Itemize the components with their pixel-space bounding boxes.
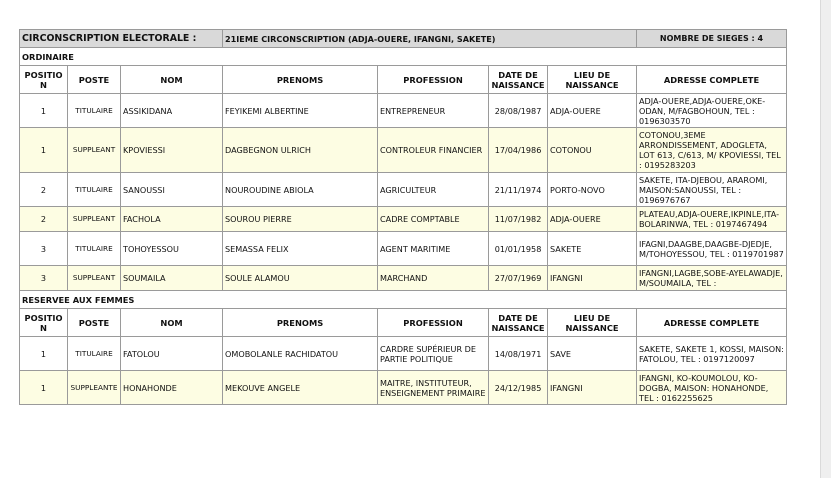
cell-poste: TITULAIRE [68,94,121,128]
section-header [20,48,787,66]
cell-lieu: IFANGNI [548,371,637,405]
cell-lieu: SAKETE [548,232,637,266]
cell-profession: CARDRE SUPÉRIEUR DE PARTIE POLITIQUE [378,337,489,371]
cell-adresse: SAKETE, ITA-DJEBOU, ARAROMI, MAISON:SANOUSSI, TEL : 0196976767 [637,173,787,207]
cell-adresse: IFANGNI,LAGBE,SOBE-AYELAWADJE, M/SOUMAILA, TEL : [637,266,787,291]
col-header: DATE DE NAISSANCE [489,309,548,337]
cell-poste: TITULAIRE [68,173,121,207]
title-bar [20,30,787,48]
cell-adresse: COTONOU,3EME ARRONDISSEMENT, ADOGLETA, LOT 613, C/613, M/ KPOVIESSI, TEL : 0195283203 [637,128,787,173]
cell-date: 27/07/1969 [489,266,548,291]
seats-count: NOMBRE DE SIEGES : 4 [637,30,787,48]
cell-position: 3 [20,232,68,266]
cell-poste: SUPPLEANTE [68,371,121,405]
col-header: NOM [121,66,223,94]
cell-nom: SANOUSSI [121,173,223,207]
col-header: PROFESSION [378,309,489,337]
circonscription-label: CIRCONSCRIPTION ELECTORALE : [20,30,223,48]
col-header: POSITION [20,309,68,337]
column-header-row [20,66,787,94]
cell-date: 24/12/1985 [489,371,548,405]
table-row [20,207,787,232]
table-row [20,371,787,405]
cell-profession: MAITRE, INSTITUTEUR, ENSEIGNEMENT PRIMAIRE [378,371,489,405]
col-header: PRENOMS [223,309,378,337]
col-header: ADRESSE COMPLETE [637,309,787,337]
cell-adresse: IFANGNI, KO-KOUMOLOU, KO-DOGBA, MAISON: HONAHONDE, TEL : 0162255625 [637,371,787,405]
cell-lieu: ADJA-OUERE [548,207,637,232]
cell-prenoms: SOULE ALAMOU [223,266,378,291]
col-header: PROFESSION [378,66,489,94]
col-header: PRENOMS [223,66,378,94]
cell-position: 1 [20,128,68,173]
col-header: NOM [121,309,223,337]
cell-profession: ENTREPRENEUR [378,94,489,128]
cell-position: 2 [20,173,68,207]
cell-lieu: COTONOU [548,128,637,173]
cell-prenoms: FEYIKEMI ALBERTINE [223,94,378,128]
cell-adresse: IFAGNI,DAAGBE,DAAGBE-DJEDJE, M/TOHOYESSOU, TEL : 0119701987 [637,232,787,266]
cell-profession: AGENT MARITIME [378,232,489,266]
cell-prenoms: SEMASSA FELIX [223,232,378,266]
cell-lieu: SAVE [548,337,637,371]
cell-position: 1 [20,94,68,128]
cell-position: 1 [20,371,68,405]
table-row [20,173,787,207]
cell-poste: SUPPLEANT [68,207,121,232]
cell-poste: TITULAIRE [68,337,121,371]
cell-poste: SUPPLEANT [68,266,121,291]
cell-date: 28/08/1987 [489,94,548,128]
cell-adresse: SAKETE, SAKETE 1, KOSSI, MAISON: FATOLOU, TEL : 0197120097 [637,337,787,371]
cell-adresse: PLATEAU,ADJA-OUERE,IKPINLE,ITA-BOLARINWA, TEL : 0197467494 [637,207,787,232]
cell-date: 14/08/1971 [489,337,548,371]
table-row [20,128,787,173]
cell-date: 17/04/1986 [489,128,548,173]
cell-prenoms: MEKOUVE ANGELE [223,371,378,405]
cell-nom: ASSIKIDANA [121,94,223,128]
cell-profession: AGRICULTEUR [378,173,489,207]
cell-nom: FACHOLA [121,207,223,232]
col-header: POSITION [20,66,68,94]
table-row [20,266,787,291]
table-row [20,94,787,128]
scrollbar-track[interactable] [820,0,831,478]
cell-position: 2 [20,207,68,232]
col-header: POSTE [68,309,121,337]
cell-position: 3 [20,266,68,291]
cell-date: 01/01/1958 [489,232,548,266]
cell-poste: SUPPLEANT [68,128,121,173]
table-row [20,232,787,266]
cell-nom: HONAHONDE [121,371,223,405]
cell-profession: MARCHAND [378,266,489,291]
cell-lieu: ADJA-OUERE [548,94,637,128]
cell-lieu: PORTO-NOVO [548,173,637,207]
cell-nom: TOHOYESSOU [121,232,223,266]
col-header: LIEU DE NAISSANCE [548,309,637,337]
column-header-row [20,309,787,337]
col-header: ADRESSE COMPLETE [637,66,787,94]
section-title: RESERVEE AUX FEMMES [20,291,787,309]
cell-adresse: ADJA-OUERE,ADJA-OUERE,OKE-ODAN, M/FAGBOHOUN, TEL : 0196303570 [637,94,787,128]
cell-nom: SOUMAILA [121,266,223,291]
section-title: ORDINAIRE [20,48,787,66]
cell-prenoms: DAGBEGNON ULRICH [223,128,378,173]
cell-profession: CADRE COMPTABLE [378,207,489,232]
cell-date: 21/11/1974 [489,173,548,207]
table-row [20,337,787,371]
candidates-table [19,29,787,405]
cell-position: 1 [20,337,68,371]
col-header: DATE DE NAISSANCE [489,66,548,94]
cell-lieu: IFANGNI [548,266,637,291]
circonscription-value: 21IEME CIRCONSCRIPTION (ADJA-OUERE, IFANGNI, SAKETE) [223,30,637,48]
cell-profession: CONTROLEUR FINANCIER [378,128,489,173]
cell-nom: KPOVIESSI [121,128,223,173]
cell-prenoms: SOUROU PIERRE [223,207,378,232]
col-header: LIEU DE NAISSANCE [548,66,637,94]
section-header [20,291,787,309]
col-header: POSTE [68,66,121,94]
cell-poste: TITULAIRE [68,232,121,266]
cell-prenoms: OMOBOLANLE RACHIDATOU [223,337,378,371]
cell-date: 11/07/1982 [489,207,548,232]
cell-nom: FATOLOU [121,337,223,371]
cell-prenoms: NOUROUDINE ABIOLA [223,173,378,207]
